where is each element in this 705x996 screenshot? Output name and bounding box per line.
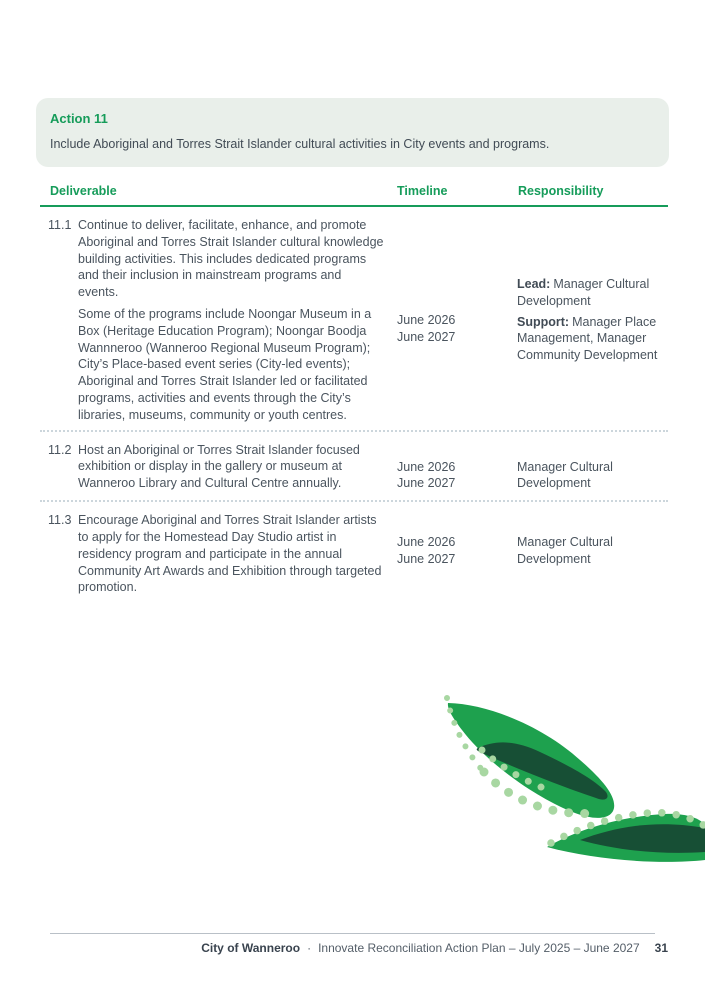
timeline-entry: June 2026 — [397, 535, 456, 550]
responsibility-cell — [517, 217, 669, 424]
leaf-decoration-bottom — [547, 813, 705, 862]
table-header-row — [40, 184, 668, 207]
column-header-responsibility: Responsibility — [518, 184, 604, 198]
action-description: Include Aboriginal and Torres Strait Islander cultural activities in City events and programs. — [50, 137, 550, 151]
footer-divider — [50, 933, 655, 934]
table-row — [40, 430, 668, 501]
row-number: 11.3 — [48, 513, 72, 528]
deliverable-paragraph: Continue to deliver, facilitate, enhance, and promote Aboriginal and Torres Strait Islander cultural knowledge building activities. This includes dedicated programs and their inclusion in mainstream programs and events. — [78, 218, 384, 300]
action-header-box — [36, 98, 669, 167]
column-header-deliverable: Deliverable — [50, 184, 117, 198]
row-number: 11.2 — [48, 442, 72, 457]
action-title: Action 11 — [50, 111, 108, 126]
responsibility-cell — [517, 512, 669, 596]
footer-separator: · — [307, 941, 312, 955]
responsibility-cell — [517, 442, 669, 493]
timeline-entry: June 2026 — [397, 313, 456, 327]
timeline-entry: June 2027 — [397, 551, 456, 566]
table-row — [40, 500, 668, 602]
row-number: 11.1 — [48, 218, 72, 232]
timeline-cell — [397, 512, 503, 596]
responsibility-support: Support: Manager Place Management, Manager Community Development — [517, 314, 658, 363]
page-footer — [40, 941, 668, 955]
footer-doc-title: Innovate Reconciliation Action Plan – July 2025 – June 2027 — [318, 941, 640, 955]
column-header-timeline: Timeline — [397, 184, 448, 198]
leaf-decoration-top — [447, 698, 614, 818]
timeline-cell — [397, 442, 503, 493]
responsibility-text: Manager Cultural Development — [517, 459, 613, 491]
deliverable-cell — [78, 512, 385, 596]
deliverable-paragraph: Host an Aboriginal or Torres Strait Islander focused exhibition or display in the gallery or museum at Wanneroo Library and Cultural Centre annually. — [78, 442, 360, 491]
table-row — [40, 207, 668, 430]
footer-org-name: City of Wanneroo — [201, 941, 301, 955]
deliverable-cell — [78, 217, 385, 424]
leaf-decoration — [420, 670, 705, 890]
responsibility-text: Manager Cultural Development — [517, 535, 613, 566]
responsibility-lead: Lead: Manager Cultural Development — [517, 277, 650, 308]
timeline-entry: June 2026 — [397, 459, 456, 474]
page-number: 31 — [654, 941, 668, 955]
timeline-entry: June 2027 — [397, 476, 456, 491]
deliverable-cell — [78, 442, 385, 493]
deliverable-paragraph: Encourage Aboriginal and Torres Strait Islander artists to apply for the Homestead Day Studio artist in residency program and participate in the annual Community Art Awards and Exhibition through targeted promotion. — [78, 513, 382, 595]
support-label: Support: — [517, 314, 570, 329]
deliverable-paragraph: Some of the programs include Noongar Museum in a Box (Heritage Education Program); Noongar Boodja Wannneroo (Wanneroo Regional Museum Program); City’s Place-based event series (City-led events); Aboriginal and Torres Strait Islander led or facilitated programs, activities and events through the City’s libraries, museums, community or youth centres. — [78, 306, 372, 422]
timeline-cell — [397, 217, 503, 424]
timeline-entry: June 2027 — [397, 329, 456, 344]
deliverables-table — [40, 184, 668, 602]
lead-label: Lead: — [517, 277, 551, 291]
